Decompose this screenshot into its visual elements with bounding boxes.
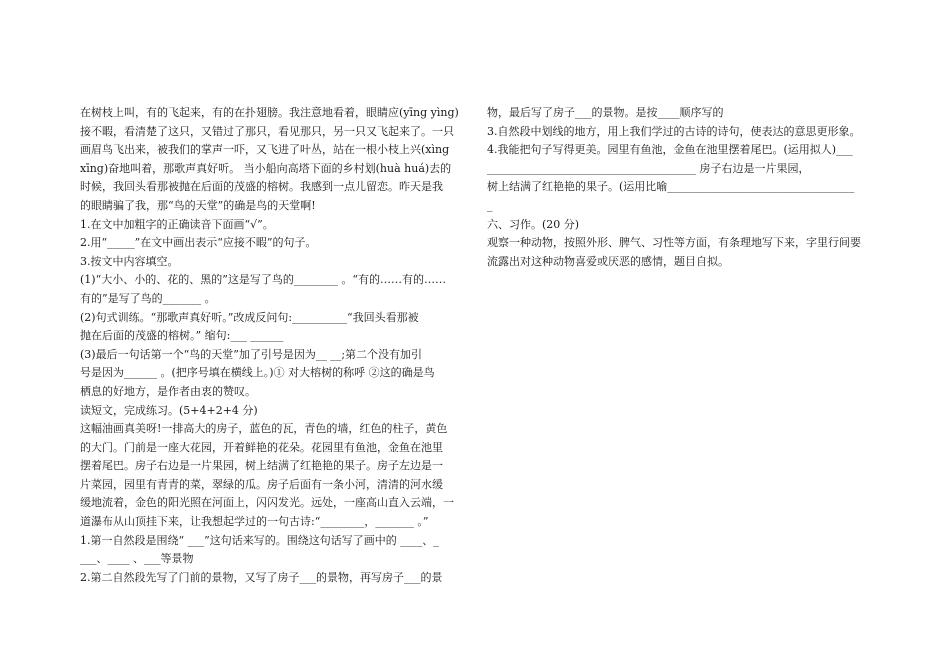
question-line: _ bbox=[487, 198, 493, 212]
text-line: 时候，我回头看那被抛在后面的茂盛的榕树。我感到一点儿留恋。昨天是我 bbox=[80, 180, 443, 194]
question-line: 3.自然段中划线的地方，用上我们学过的古诗的诗句，使表达的意思更形象。 bbox=[487, 124, 861, 138]
text-line: xīng)奋地叫着，那歌声真好听。 当小船向高塔下面的乡村划(huà huá)去的 bbox=[80, 161, 452, 175]
text-line: 道瀑布从山顶挂下来，让我想起学过的一句古诗:“________，_______ 。” bbox=[80, 515, 429, 529]
left-column bbox=[80, 104, 466, 587]
question-line: 2.用“_____”在文中画出表示“应接不暇”的句子。 bbox=[80, 236, 317, 250]
right-column bbox=[487, 104, 879, 271]
text-line: 摆着尾巴。房子右边是一片果园，树上结满了红艳艳的果子。房子左边是一 bbox=[80, 459, 443, 473]
text-line: 观察一种动物，按照外形、脾气、习性等方面，有条理地写下来，字里行间要 bbox=[487, 236, 861, 250]
text-line: 画眉鸟飞出来，被我们的掌声一吓，又飞进了叶丛，站在一根小枝上兴(xìng bbox=[80, 143, 450, 157]
text-line: 的大门。门前是一座大花园，开着鲜艳的花朵。花园里有鱼池，金鱼在池里 bbox=[80, 440, 443, 454]
text-line: 片菜园，园里有青青的菜，翠绿的瓜。房子后面有一条小河，清清的河水缓 bbox=[80, 477, 443, 491]
question-line: 抛在后面的茂盛的榕树。” 缩句:___ ______ bbox=[80, 329, 284, 343]
question-line: 树上结满了红艳艳的果子。(运用比喻__________________________________ bbox=[487, 180, 855, 194]
text-line: 的眼睛骗了我，那“鸟的天堂”的确是鸟的天堂啊! bbox=[80, 198, 316, 212]
question-line: 1.第一自然段是围绕“ ___”这句话来写的。围绕这句话写了画中的 ____、_ bbox=[80, 533, 439, 547]
section-heading: 六、习作。(20 分) bbox=[487, 217, 580, 231]
text-line: 这幅油画真美呀!一排高大的房子，蓝色的瓦，青色的墙，红色的柱子，黄色 bbox=[80, 422, 448, 436]
question-line: 栖息的好地方，是作者由衷的赞叹。 bbox=[80, 384, 256, 398]
text-line: 接不暇，看清楚了这只，又错过了那只，看见那只，另一只又飞起来了。一只 bbox=[80, 124, 454, 138]
question-line: 4.我能把句子写得更美。园里有鱼池，金鱼在池里摆着尾巴。(运用拟人)___ bbox=[487, 143, 853, 157]
question-line: 3.按文中内容填空。 bbox=[80, 254, 179, 268]
question-line: ___、____ 、___等景物 bbox=[80, 552, 194, 566]
question-line: (3)最后一句话第一个“鸟的天堂”加了引号是因为__ __;第二个没有加引 bbox=[80, 347, 423, 361]
question-line: 2.第二自然段先写了门前的景物，又写了房子___的景物，再写房子___的景 bbox=[80, 570, 443, 584]
text-line: 缓地流着，金色的阳光照在河面上，闪闪发光。远处，一座高山直入云端，一 bbox=[80, 496, 454, 510]
question-line: (2)句式训练。“那歌声真好听。”改成反问句:__________“我回头看那被 bbox=[80, 310, 419, 324]
text-line: 在树枝上叫，有的飞起来，有的在扑翅膀。我注意地看着，眼睛应(yīng yìng) bbox=[80, 106, 459, 119]
section-heading: 读短文，完成练习。(5+4+2+4 分) bbox=[80, 403, 258, 417]
question-line: ______________________________________ 房子右边是一片果园， bbox=[487, 161, 810, 175]
question-line: 1.在文中加粗字的正确读音下面画“√”。 bbox=[80, 217, 274, 231]
question-line: (1)“大小、小的、花的、黑的”这是写了鸟的________ 。“有的……有的…… bbox=[80, 273, 446, 287]
question-line: 号是因为______ 。(把序号填在横线上。)① 对大榕树的称呼 ②这的确是鸟 bbox=[80, 366, 435, 380]
question-line: 有的”是写了鸟的_______ 。 bbox=[80, 291, 216, 305]
text-line: 流露出对这种动物喜爱或厌恶的感情，题目自拟。 bbox=[487, 254, 729, 268]
question-line: 物，最后写了房子___的景物。是按____顺序写的 bbox=[487, 106, 724, 119]
